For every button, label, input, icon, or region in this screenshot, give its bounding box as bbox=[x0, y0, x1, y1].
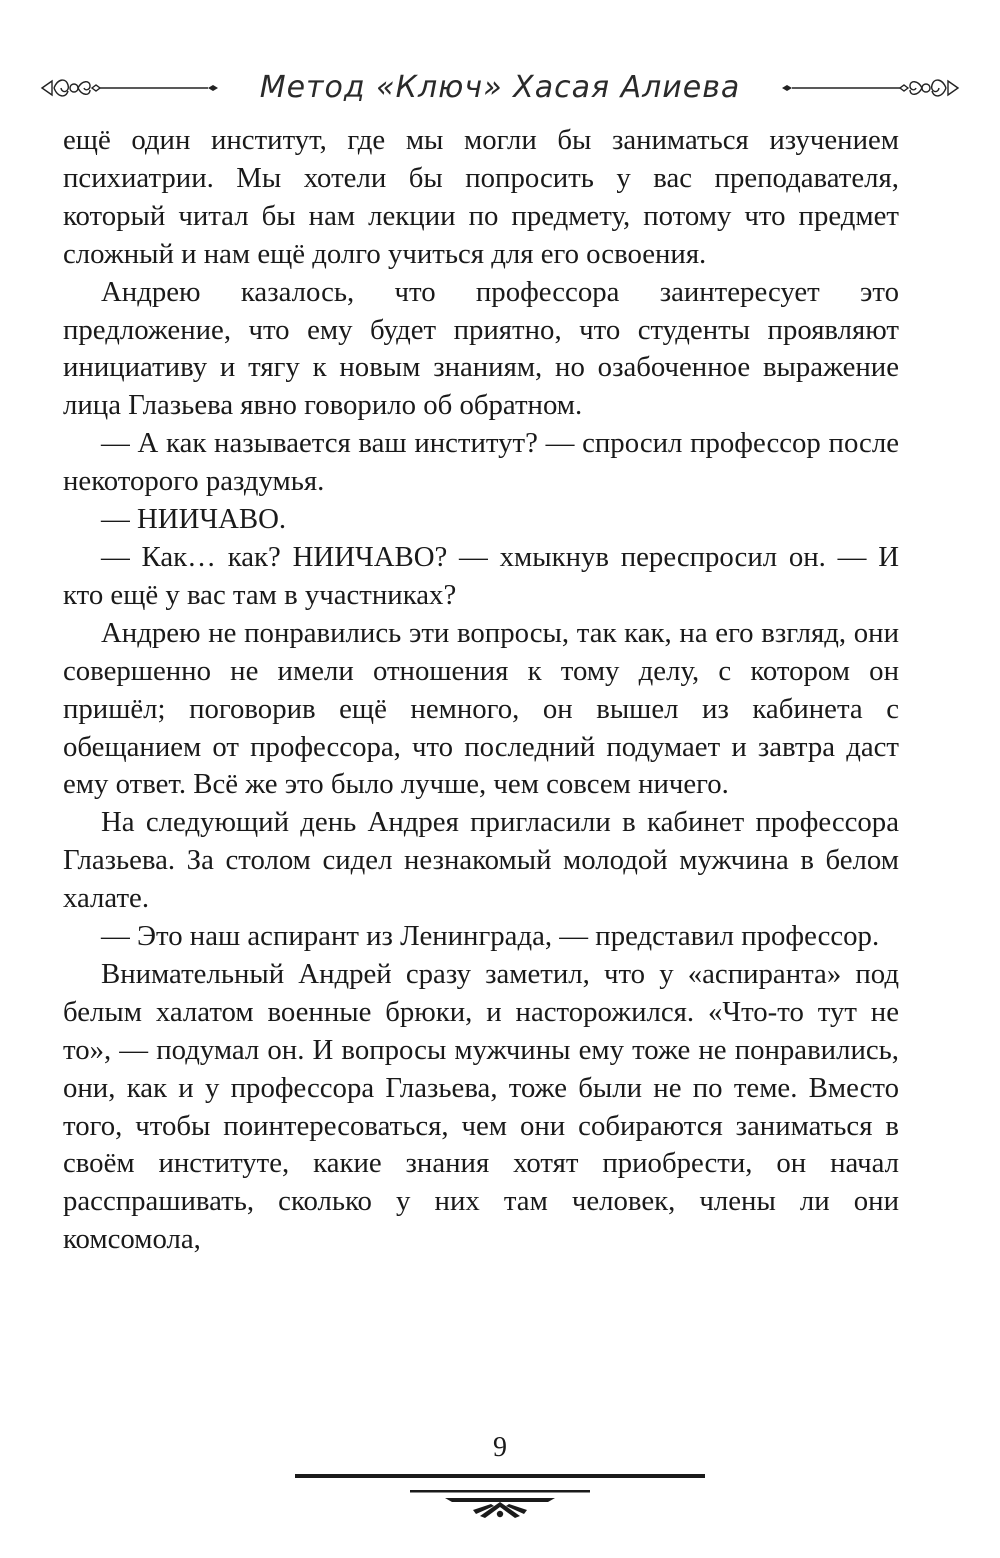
footer-ornament-icon bbox=[295, 1474, 705, 1534]
body-text bbox=[63, 122, 899, 1259]
paragraph: — А как называется ваш институт? — спросил профессор после некоторого раздумья. bbox=[63, 427, 899, 498]
running-header bbox=[40, 66, 960, 110]
paragraph: — НИИЧАВО. bbox=[101, 503, 287, 536]
paragraph: ещё один институт, где мы могли бы заниматься изучением психиатрии. Мы хотели бы попросить у вас преподавателя, который читал бы нам лекции по предмету, потому что предмет сложный и нам ещё долго учиться для его освоения. bbox=[63, 124, 899, 270]
paragraph: Андрею не понравились эти вопросы, так как, на его взгляд, они совершенно не имели отношения к тому делу, с котором он пришёл; поговорив ещё немного, он вышел из кабинета с обещанием от профессора, что последний подумает и завтра даст ему ответ. Всё же это было лучше, чем совсем ничего. bbox=[63, 616, 899, 801]
header-right-ornament-icon bbox=[780, 72, 960, 104]
paragraph: — Это наш аспирант из Ленинграда, — представил профессор. bbox=[101, 920, 880, 953]
paragraph: Андрею казалось, что профессора заинтересует это предложение, что ему будет приятно, что студенты проявляют инициативу и тягу к новым знаниям, но озабоченное выражение лица Глазьева явно говорило об обратном. bbox=[63, 275, 899, 422]
header-title: Метод «Ключ» Хасая Алиева bbox=[259, 70, 741, 105]
paragraph: Внимательный Андрей сразу заметил, что у «аспиранта» под белым халатом военные брюки, и насторожился. «Что-то тут не то», — подумал он. И вопросы мужчины ему тоже не понравились, они, как и у профессора Глазьева, тоже были не по теме. Вместо того, чтобы поинтересоваться, чем они собираются заниматься в своём институте, какие знания хотят приобрести, он начал расспрашивать, сколько у них там человек, члены ли они комсомола, bbox=[63, 957, 899, 1256]
paragraph: — Как… как? НИИЧАВО? — хмыкнув переспросил он. — И кто ещё у вас там в участниках? bbox=[63, 540, 899, 611]
paragraph: На следующий день Андрея пригласили в кабинет профессора Глазьева. За столом сидел незнакомый молодой мужчина в белом халате. bbox=[63, 806, 899, 915]
page-number: 9 bbox=[493, 1432, 507, 1463]
